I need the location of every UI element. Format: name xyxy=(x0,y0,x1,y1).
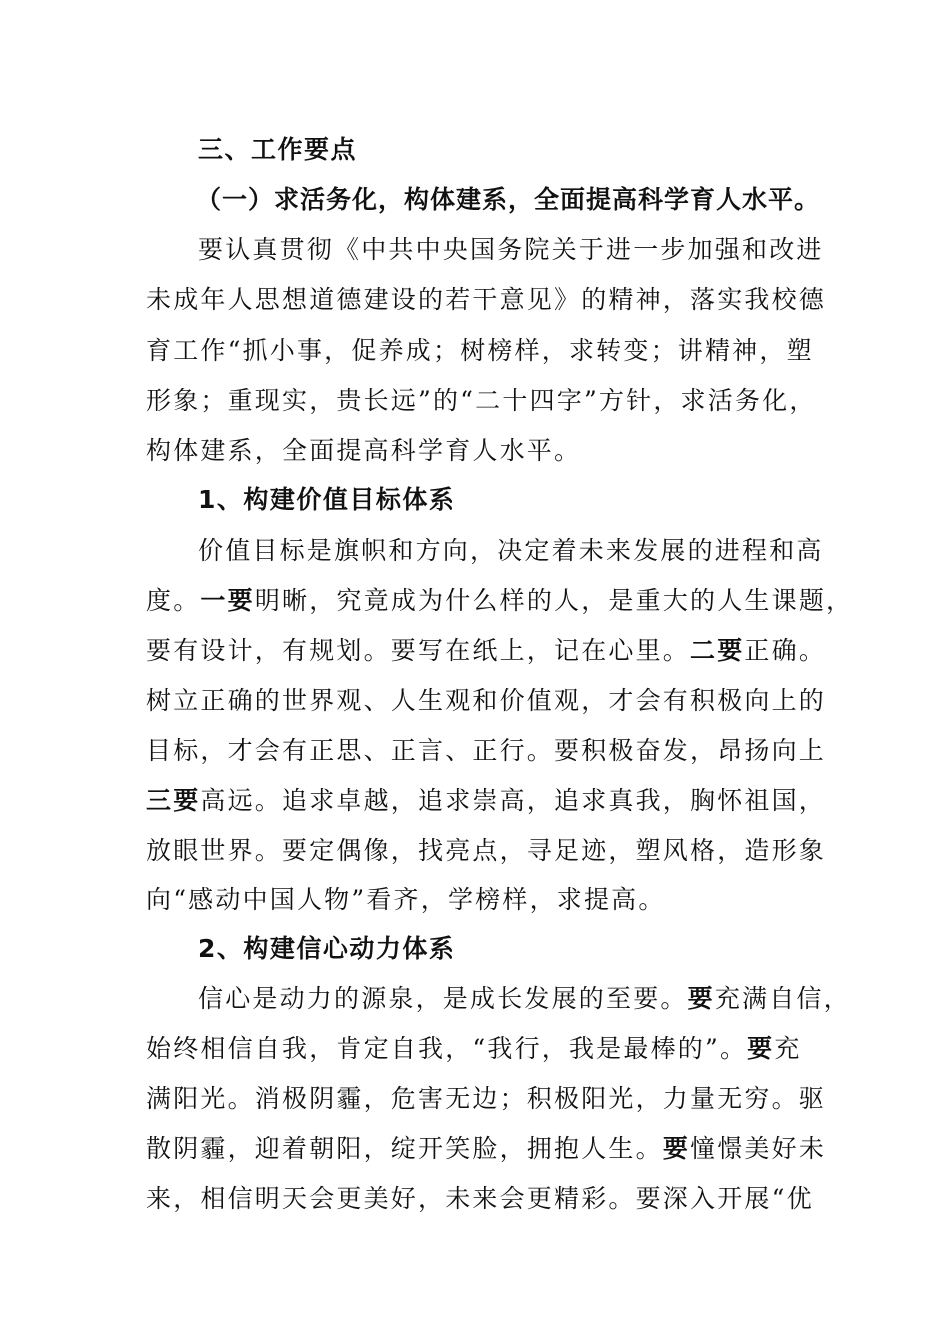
text-run: 充 xyxy=(774,1034,802,1063)
bold-keyword: 要 xyxy=(687,984,715,1013)
paragraph-line: 育工作“抓小事，促养成；树榜样，求转变；讲精神，塑 xyxy=(146,336,814,365)
paragraph-line: 满阳光。消极阴霾，危害无边；积极阳光，力量无穷。驱 xyxy=(146,1084,827,1113)
text-run: 充满自信， xyxy=(714,984,851,1013)
text-run: 信心是动力的源泉，是成长发展的至要。 xyxy=(198,984,688,1013)
item-title: 2、构建信心动力体系 xyxy=(198,934,456,963)
text-run: 散阴霾，迎着朝阳，绽开笑脸，拥抱人生。 xyxy=(146,1134,663,1163)
bold-keyword: 一要 xyxy=(200,586,255,615)
paragraph-line xyxy=(146,635,826,667)
paragraph-line: 未成年人思想道德建设的若干意见》的精神，落实我校德 xyxy=(146,285,827,314)
paragraph-line: 放眼世界。要定偶像，找亮点，寻足迹，塑风格，造形象 xyxy=(146,836,827,865)
bold-keyword: 要 xyxy=(747,1034,775,1063)
paragraph-line xyxy=(146,785,826,817)
paragraph-line: 向“感动中国人物”看齐，学榜样，求提高。 xyxy=(146,885,666,914)
section-title: 三、工作要点 xyxy=(198,135,358,164)
paragraph-line xyxy=(146,1133,826,1165)
text-run: 要有设计，有规划。要写在纸上，记在心里。 xyxy=(146,636,691,665)
paragraph-line: 构体建系，全面提高科学育人水平。 xyxy=(146,436,582,465)
paragraph-line: 来，相信明天会更美好，未来会更精彩。要深入开展“优 xyxy=(146,1184,814,1213)
bold-keyword: 二要 xyxy=(690,636,745,665)
paragraph-line xyxy=(146,1033,802,1065)
bold-keyword: 要 xyxy=(662,1134,691,1163)
item-title: 1、构建价值目标体系 xyxy=(198,485,456,514)
paragraph-line: 目标，才会有正思、正言、正行。要积极奋发，昂扬向上 xyxy=(146,736,827,765)
paragraph-line: 树立正确的世界观、人生观和价值观，才会有积极向上的 xyxy=(146,686,827,715)
subsection-title: （一）求活务化，构体建系，全面提高科学育人水平。 xyxy=(196,185,821,214)
paragraph-line xyxy=(146,585,853,617)
paragraph-line xyxy=(198,983,851,1015)
paragraph-line: 形象；重现实，贵长远”的“二十四字”方针，求活务化， xyxy=(146,386,817,415)
text-run: 始终相信自我，肯定自我，“我行，我是最棒的”。 xyxy=(146,1034,748,1063)
text-run: 高远。追求卓越，追求崇高，追求真我，胸怀祖国， xyxy=(200,786,827,815)
paragraph-line: 价值目标是旗帜和方向，决定着未来发展的进程和高 xyxy=(198,536,824,565)
text-run: 度。 xyxy=(146,586,201,615)
text-run: 明晰，究竟成为什么样的人，是重大的人生课题， xyxy=(254,586,854,615)
bold-keyword: 三要 xyxy=(146,786,201,815)
text-run: 憧憬美好未 xyxy=(690,1134,827,1163)
paragraph-line: 要认真贯彻《中共中央国务院关于进一步加强和改进 xyxy=(198,235,824,264)
text-run: 正确。 xyxy=(744,636,827,665)
